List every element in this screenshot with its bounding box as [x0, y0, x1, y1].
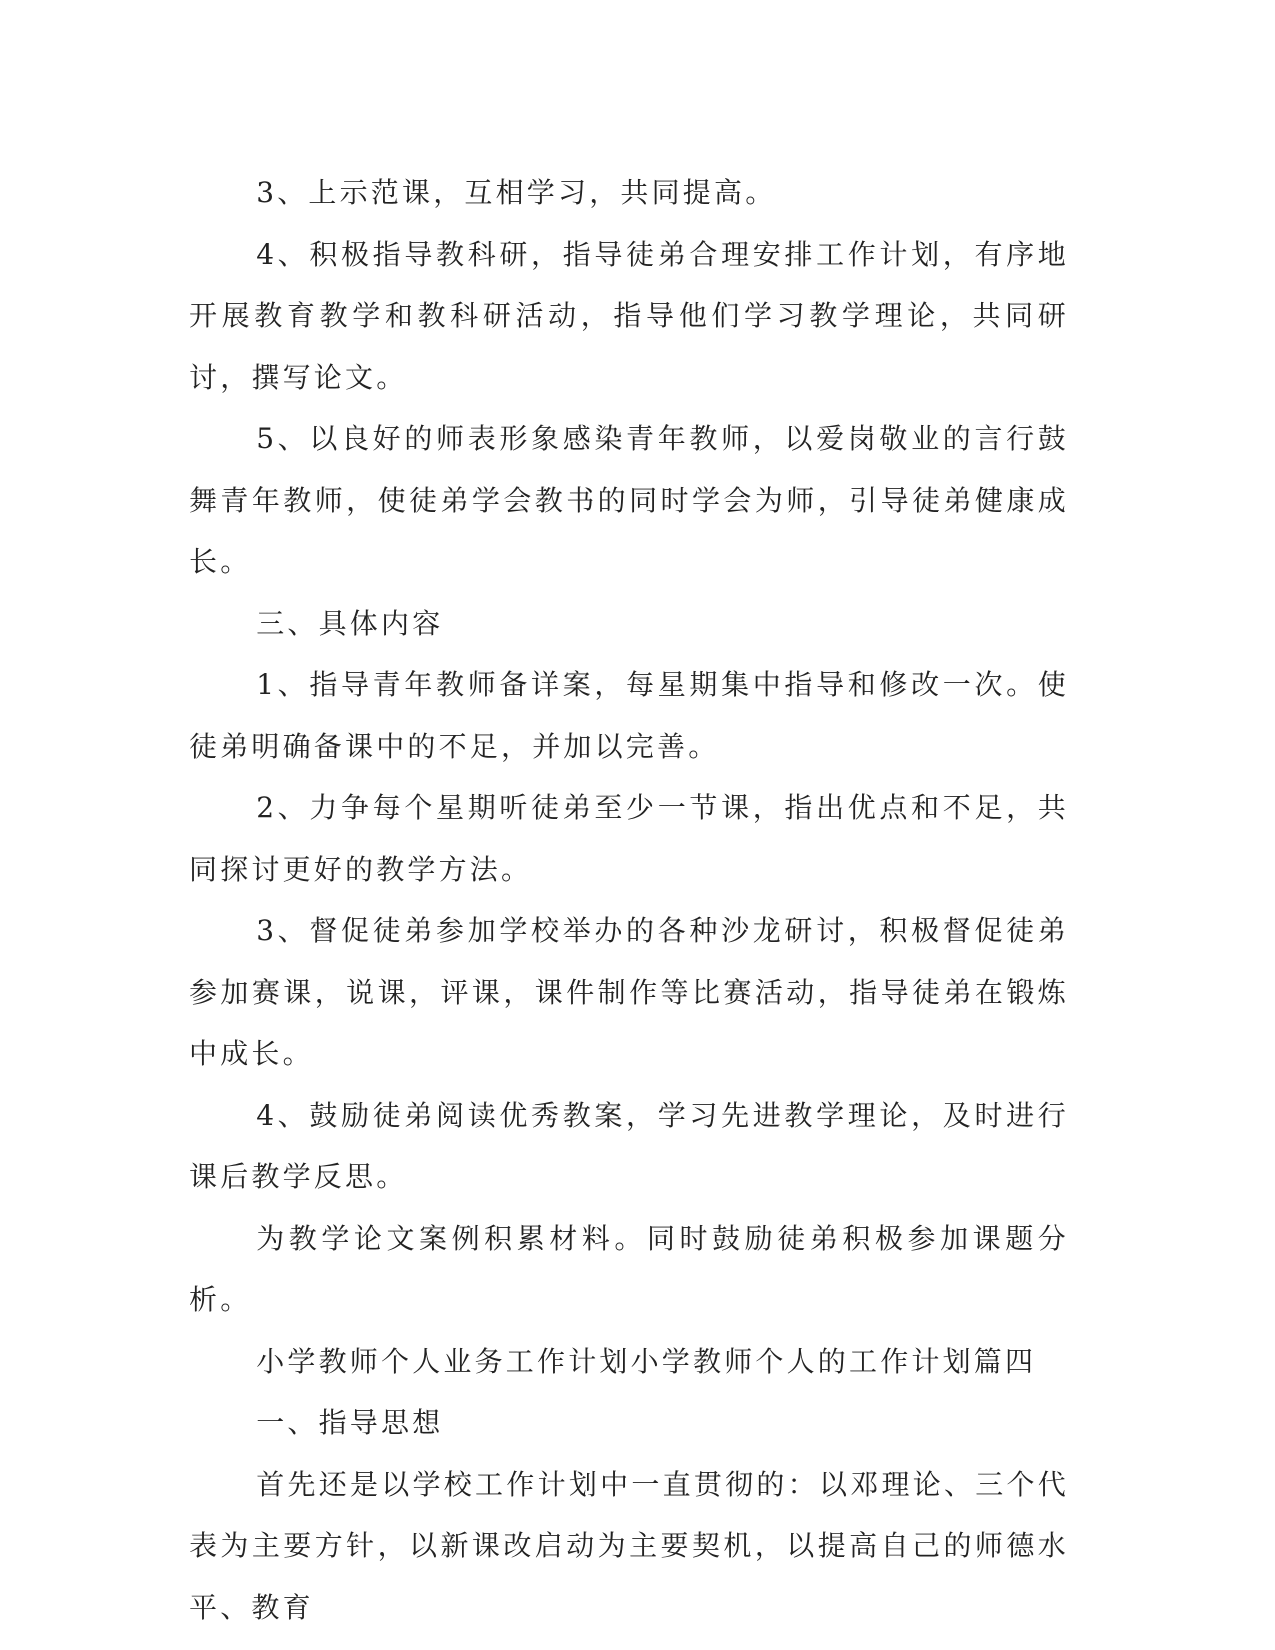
paragraph-item-3: 3、上示范课，互相学习，共同提高。 [256, 176, 777, 209]
paragraph-item-5-role-model: 5、以良好的师表形象感染青年教师，以爱岗敬业的言行鼓舞青年教师，使徒弟学会教书的同时学会为师，引导徒弟健康成长。 [189, 422, 1069, 578]
paragraph-materials: 为教学论文案例积累材料。同时鼓励徒弟积极参加课题分析。 [189, 1221, 1069, 1316]
section-heading-specific-content: 三、具体内容 [256, 606, 444, 640]
section-heading-guiding-ideology: 一、指导思想 [256, 1406, 444, 1439]
article-title-part-four: 小学教师个人业务工作计划小学教师个人的工作计划篇四 [256, 1344, 1037, 1378]
paragraph-content-2: 2、力争每个星期听徒弟至少一节课，指出优点和不足，共同探讨更好的教学方法。 [189, 791, 1069, 886]
paragraph-guiding-ideology: 首先还是以学校工作计划中一直贯彻的：以邓理论、三个代表为主要方针，以新课改启动为主要契机，以提高自己的师德水平、教育 [189, 1467, 1069, 1624]
paragraph-content-3: 3、督促徒弟参加学校举办的各种沙龙研讨，积极督促徒弟参加赛课，说课，评课，课件制作等比赛活动，指导徒弟在锻炼中成长。 [189, 914, 1069, 1070]
paragraph-content-4: 4、鼓励徒弟阅读优秀教案，学习先进教学理论，及时进行课后教学反思。 [189, 1098, 1069, 1193]
document-body [189, 162, 1069, 1638]
paragraph-item-4-research: 4、积极指导教科研，指导徒弟合理安排工作计划，有序地开展教育教学和教科研活动，指导他们学习教学理论，共同研讨，撰写论文。 [189, 237, 1069, 394]
paragraph-content-1: 1、指导青年教师备详案，每星期集中指导和修改一次。使徒弟明确备课中的不足，并加以完善。 [189, 668, 1069, 763]
